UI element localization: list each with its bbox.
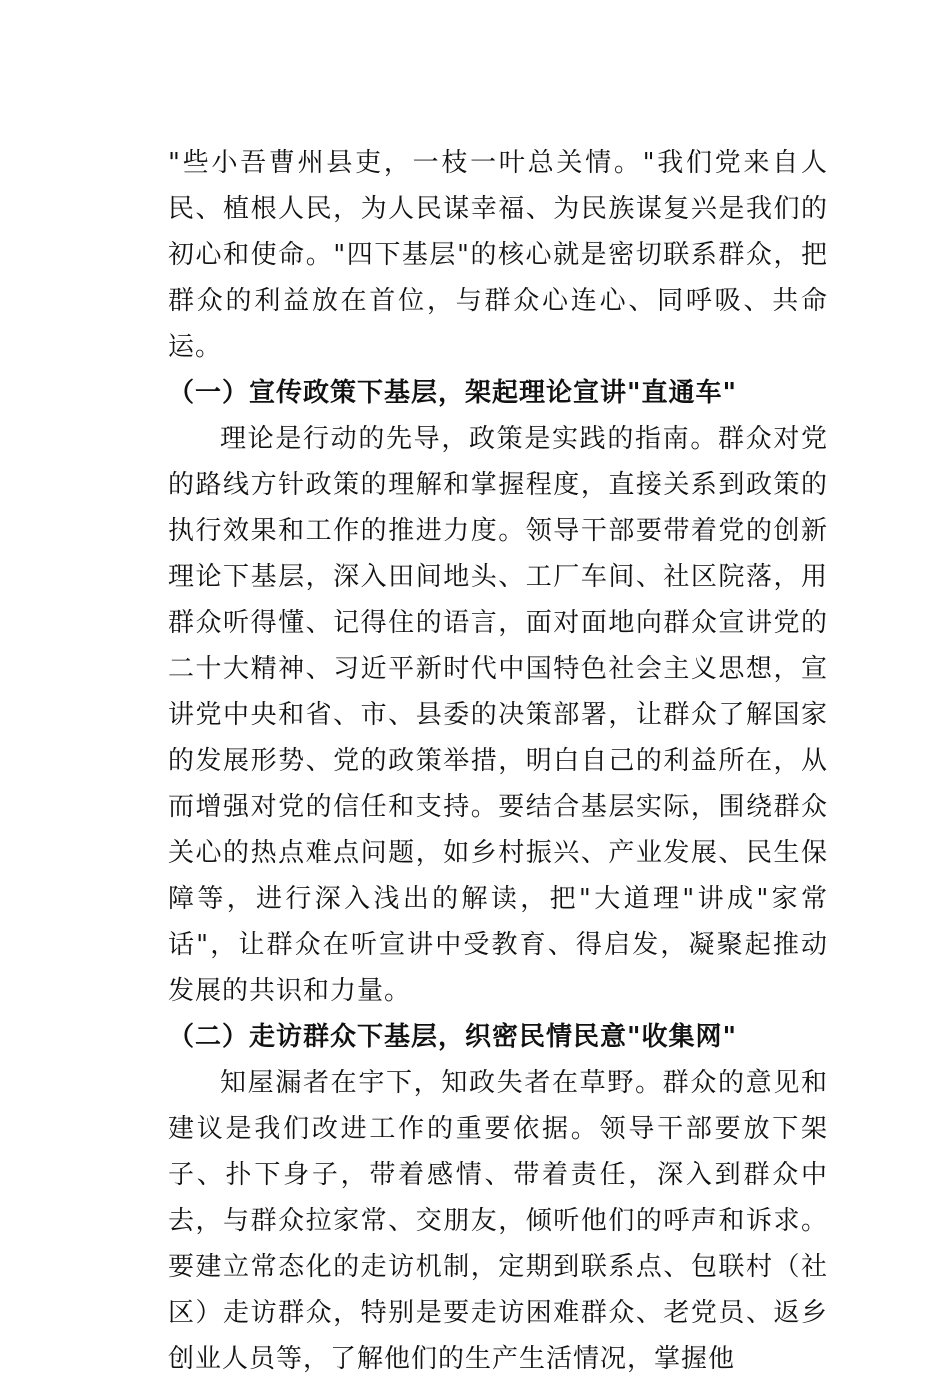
paragraph-visits: 知屋漏者在宇下，知政失者在草野。群众的意见和建议是我们改进工作的重要依据。领导干部要放下架子、扑下身子，带着感情、带着责任，深入到群众中去，与群众拉家常、交朋友，倾听他们的呼声和诉求。要建立常态化的走访机制，定期到联系点、包联村（社区）走访群众，特别是要走访困难群众、老党员、返乡创业人员等，了解他们的生产生活情况，掌握他 <box>168 1068 828 1374</box>
document-body <box>168 140 828 1382</box>
section-heading-2: （二）走访群众下基层，织密民情民意"收集网" <box>168 1022 738 1052</box>
section-heading-1: （一）宣传政策下基层，架起理论宣讲"直通车" <box>168 378 738 408</box>
paragraph-intro: "些小吾曹州县吏，一枝一叶总关情。"我们党来自人民、植根人民，为人民谋幸福、为民族谋复兴是我们的初心和使命。"四下基层"的核心就是密切联系群众，把群众的利益放在首位，与群众心连心、同呼吸、共命运。 <box>168 148 828 362</box>
paragraph-policy: 理论是行动的先导，政策是实践的指南。群众对党的路线方针政策的理解和掌握程度，直接关系到政策的执行效果和工作的推进力度。领导干部要带着党的创新理论下基层，深入田间地头、工厂车间、社区院落，用群众听得懂、记得住的语言，面对面地向群众宣讲党的二十大精神、习近平新时代中国特色社会主义思想，宣讲党中央和省、市、县委的决策部署，让群众了解国家的发展形势、党的政策举措，明白自己的利益所在，从而增强对党的信任和支持。要结合基层实际，围绕群众关心的热点难点问题，如乡村振兴、产业发展、民生保障等，进行深入浅出的解读，把"大道理"讲成"家常话"，让群众在听宣讲中受教育、得启发，凝聚起推动发展的共识和力量。 <box>168 424 828 1006</box>
